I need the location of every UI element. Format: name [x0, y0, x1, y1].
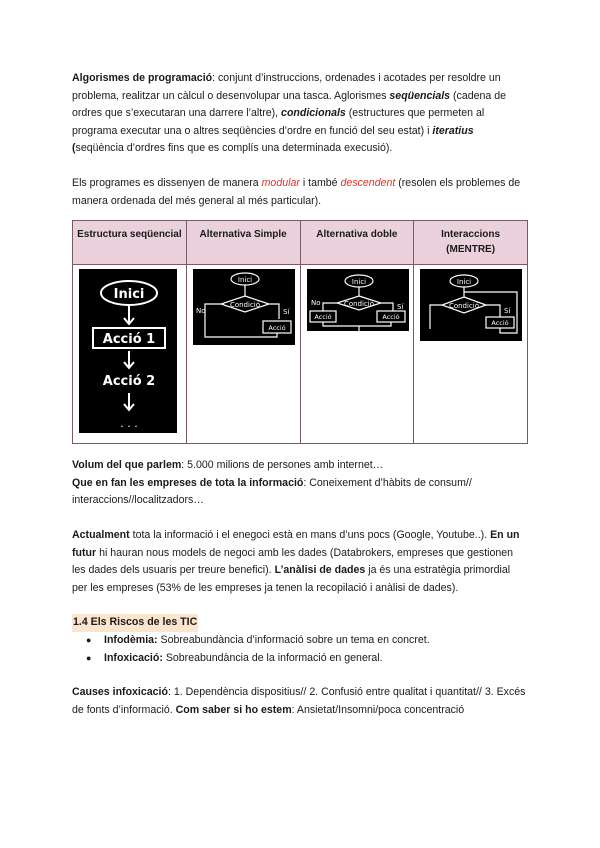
text: Sobreabundància d’informació sobre un tema en concret.	[157, 633, 430, 646]
label-condicio: Condició	[343, 300, 374, 309]
term-algorismes: Algorismes de programació	[72, 72, 213, 84]
cell-alt-simple	[186, 265, 300, 444]
header-interaccions: Interaccions (MENTRE)	[414, 221, 528, 265]
label-inici: Inici	[113, 287, 145, 303]
term-condicionals: condicionals	[281, 107, 346, 120]
cell-sequencial	[73, 265, 187, 444]
label-si: Sí	[282, 308, 290, 317]
text: : Ansietat/Insomni/poca concentració	[291, 703, 465, 716]
label-accio-no: Acció	[313, 313, 332, 322]
text: : Coneixement d’hàbits de consum// interaccions//localitzadors…	[72, 476, 472, 507]
cell-interaccions	[414, 265, 528, 444]
term-sequencials: seqüencials	[389, 89, 451, 102]
text: (	[72, 142, 76, 155]
label-si: Sí	[396, 303, 403, 312]
term-com-saber: Com saber si ho estem	[175, 703, 292, 716]
header-sequencial: Estructura seqüencial	[73, 221, 187, 265]
section-title: 1.4 Els Riscos de les TIC	[72, 614, 198, 632]
term-causes: Causes infoxicació	[72, 686, 168, 699]
label-no: No	[195, 307, 206, 316]
label-inici: Inici	[351, 278, 366, 287]
text: ja és una estratègia primordial per les empreses (53% de les empreses ja tenen la recopilació i anàlisi de dades).	[72, 564, 511, 594]
paragraph-algorithms	[72, 70, 528, 158]
risks-list	[72, 632, 528, 667]
iteration-diagram	[420, 269, 522, 341]
label-accio2: Acció 2	[102, 374, 156, 390]
term-infoxicacio: Infoxicació:	[104, 651, 163, 664]
label-inici: Inici	[237, 276, 252, 285]
simple-alternative-diagram	[193, 269, 295, 345]
text: (estructures que permeten al programa executar una o altres seqüències d’ordre en funció del seu estat) i	[72, 107, 485, 137]
term-analisi: L’anàlisi de dades	[274, 564, 366, 577]
text: seqüència d’ordres fins que es complís una determinada execusió).	[75, 142, 393, 155]
text: : conjunt d’instruccions, ordenades i acotades per resoldre un problema, realitzar un càlcul o desenvolupar una tasca. Aglorismes	[72, 72, 501, 102]
cell-alt-doble	[300, 265, 414, 444]
term-actualment: Actualment	[72, 528, 130, 541]
text: Els programes es dissenyen de manera	[72, 176, 262, 189]
text: : 1. Dependència dispositius// 2. Confusió entre qualitat i quantitat// 3. Excés de fonts d’informació.	[72, 686, 526, 716]
term-infodemia: Infodèmia:	[104, 633, 158, 646]
sequential-diagram	[79, 269, 177, 433]
label-inici: Inici	[457, 278, 472, 287]
label-si: Sí	[504, 307, 511, 316]
table-row	[73, 265, 528, 444]
text: (resolen els problemes de manera ordenada del més general al més particular).	[72, 176, 521, 207]
list-item	[94, 650, 528, 668]
label-accio: Acció	[491, 319, 509, 328]
term-volum: Volum del que parlem	[72, 459, 182, 472]
paragraph-actualment	[72, 527, 528, 597]
text: (cadena de ordres que s’executaran una darrere l’altre),	[72, 89, 507, 120]
term-futur: En un futur	[72, 528, 520, 559]
header-alt-doble: Alternativa doble	[300, 221, 414, 265]
structures-table	[72, 220, 528, 444]
label-no: No	[310, 299, 321, 308]
header-alt-simple: Alternativa Simple	[186, 221, 300, 265]
paragraph-design	[72, 175, 528, 210]
text: i també	[299, 176, 341, 189]
double-alternative-diagram	[307, 269, 409, 331]
label-dots: . . .	[120, 417, 138, 431]
document-page	[72, 70, 528, 719]
term-empreses: Que en fan les empreses de tota la informació	[72, 476, 304, 489]
label-accio-si: Acció	[381, 313, 400, 322]
text: Sobreabundància de la informació en general.	[162, 651, 383, 664]
paragraph-causes	[72, 684, 528, 719]
label-condicio: Condició	[229, 301, 260, 310]
term-modular: modular	[261, 176, 300, 189]
label-condicio: Condició	[449, 302, 480, 311]
text: : 5.000 milions de persones amb internet…	[181, 459, 384, 472]
text: tota la informació i el enegoci està en mans d’uns pocs (Google, Youtube..).	[129, 528, 491, 541]
label-accio1: Acció 1	[102, 332, 156, 348]
table-header-row	[73, 221, 528, 265]
term-descendent: descendent	[340, 176, 396, 189]
paragraph-volum	[72, 457, 528, 510]
text: hi hauran nous models de negoci amb les dades (Databrokers, empreses que gestionen les dades dels usuaris per treure benefici).	[72, 546, 514, 577]
list-item	[94, 632, 528, 650]
label-accio: Acció	[268, 324, 286, 333]
section-heading	[72, 614, 528, 632]
term-iteratius: iteratius	[432, 124, 474, 137]
